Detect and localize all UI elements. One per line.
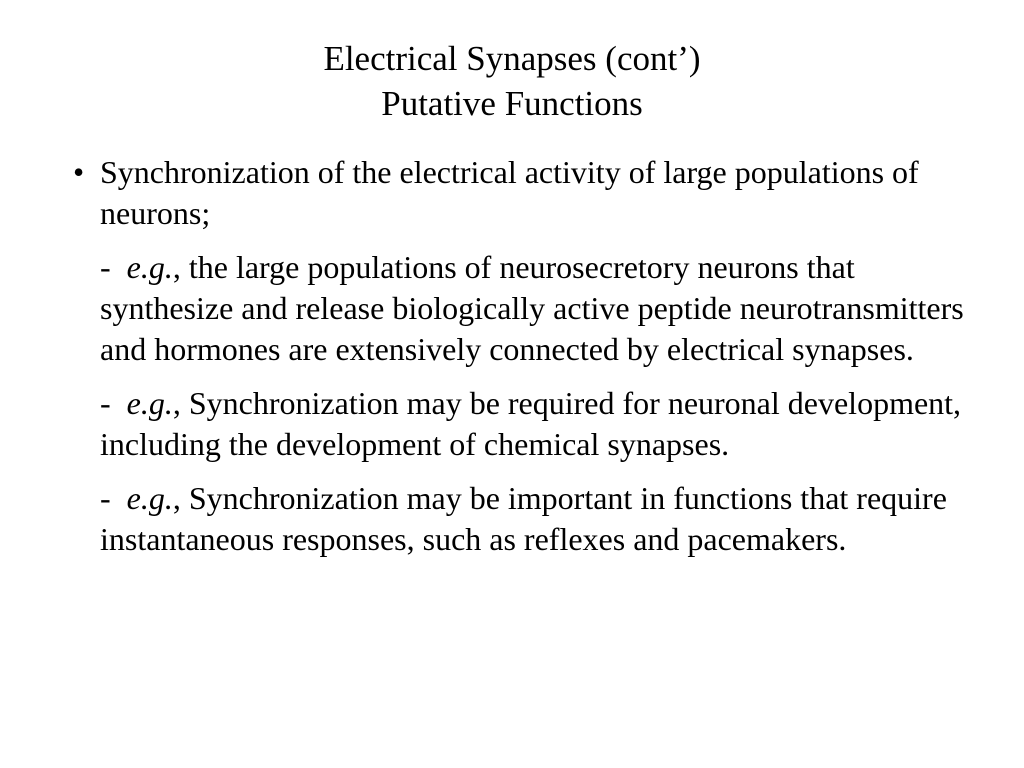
bullet-text: Synchronization of the electrical activity of large populations of neurons; [100, 154, 919, 231]
slide-title [0, 36, 1024, 126]
title-line-2: Putative Functions [381, 84, 643, 123]
example-abbr: e.g. [126, 480, 173, 516]
example-dash: - [100, 249, 119, 285]
example-item-1 [100, 247, 980, 370]
example-item-3 [100, 478, 980, 560]
slide-body [73, 152, 980, 573]
example-dash: - [100, 385, 119, 421]
example-abbr: e.g. [126, 249, 173, 285]
example-item-2 [100, 383, 980, 465]
example-text: , Synchronization may be required for neuronal development, including the development of chemical synapses. [100, 385, 962, 462]
example-dash: - [100, 480, 119, 516]
example-text: , Synchronization may be important in functions that require instantaneous responses, such as reflexes and pacemakers. [100, 480, 947, 557]
example-text: , the large populations of neurosecretory neurons that synthesize and release biologically active peptide neurotransmitters and hormones are extensively connected by electrical synapses. [100, 249, 964, 367]
bullet-item [73, 152, 980, 234]
title-line-1: Electrical Synapses (cont’) [323, 39, 701, 78]
example-abbr: e.g. [126, 385, 173, 421]
bullet-dot-icon: • [73, 154, 85, 190]
